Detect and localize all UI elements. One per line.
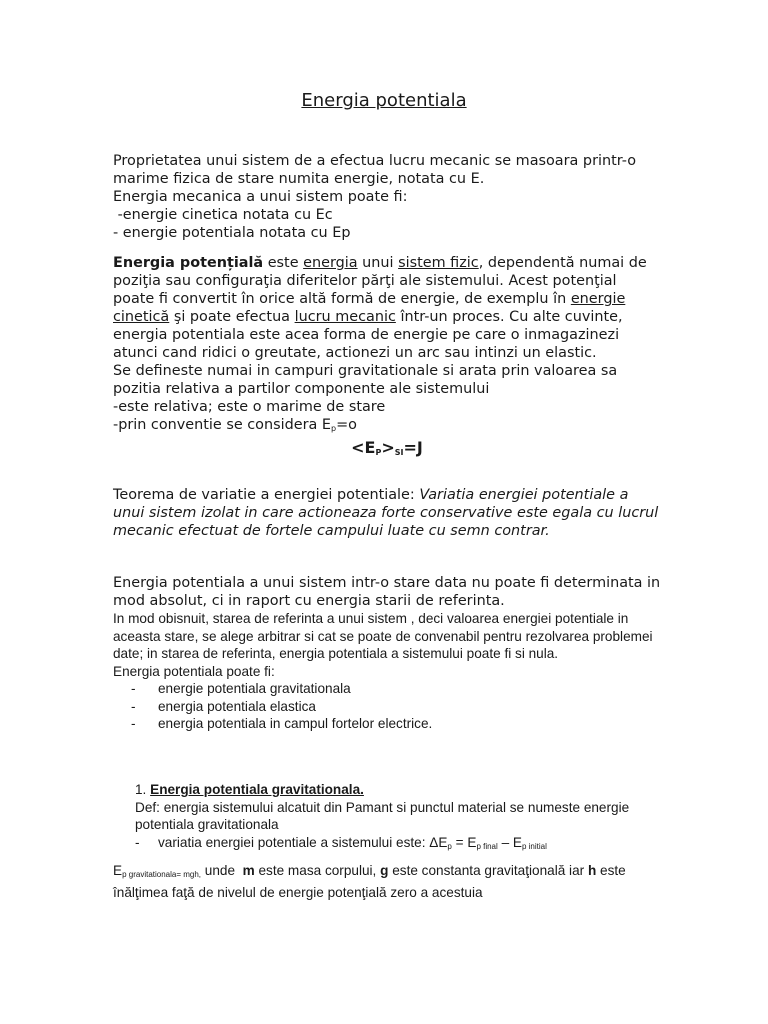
text-run: , dependentă numai de poziţia sau configuraţia diferitelor părţi ale sistemului. Acest potenţial poate fi convertit în orice altă formă de energie, de exemplu în: [113, 255, 647, 307]
intro-section: [113, 152, 661, 242]
text-run: este constanta gravitaţională iar: [388, 863, 588, 878]
section-heading-text: Energia potentiala gravitationala.: [150, 782, 364, 797]
subscript: p final: [476, 841, 498, 851]
camp-paragraph: Se defineste numai in campuri gravitationale si arata prin valoarea sa pozitia relativa a partilor componente ale sistemului: [113, 363, 618, 397]
text-run: variatia energiei potentiale a sistemului este: ΔE: [158, 834, 448, 850]
relative-line: -este relativa; este o marime de stare: [113, 399, 386, 415]
link-energie[interactable]: energia: [303, 255, 358, 271]
page-title: Energia potentiala: [301, 90, 467, 111]
list-item-text: energie potentiala gravitationala: [158, 681, 351, 696]
theorem-paragraph: [113, 486, 661, 540]
si-unit-formula: [113, 438, 661, 463]
subscript: p: [330, 424, 337, 433]
list-item: [113, 698, 661, 716]
subscript: SI: [394, 448, 404, 457]
dash-bullet: -: [135, 834, 140, 850]
reference-paragraph: Energia potentiala a unui sistem intr-o stare data nu poate fi determinata in mod absolut, ci in raport cu energia starii de referinta.: [113, 575, 661, 609]
reference-paragraph: In mod obisnuit, starea de referinta a unui sistem , deci valoarea energiei potentiale in aceasta stare, se alege arbitrar si cat se poate de convenabil pentru rezolvarea problemei date; in starea de referinta, energia potentiala a sistemului poate fi si nula.: [113, 611, 653, 661]
definition-paragraph: [113, 254, 661, 362]
list-item: [113, 680, 661, 698]
text-run: unde: [201, 863, 243, 878]
text-run: =o: [336, 417, 357, 433]
text-run: este înălţimea faţă de nivelul de energie potenţială zero a acestuia: [113, 863, 626, 900]
intro-paragraph: Proprietatea unui sistem de a efectua lucru mecanic se masoara printr-o marime fizica de stare numita energie, notata cu E.: [113, 153, 637, 187]
theorem-label: Teorema de variatie a energiei potentiale:: [113, 487, 420, 503]
formula-section: [113, 862, 653, 901]
subscript: P: [375, 448, 382, 457]
gravitational-definition: Def: energia sistemului alcatuit din Pamant si punctul material se numeste energie potentiala gravitationala: [135, 799, 630, 832]
variation-item: [135, 834, 655, 856]
convention-line: [113, 416, 661, 438]
types-intro: Energia potentiala poate fi:: [113, 663, 275, 679]
text-run: într-un proces. Cu alte cuvinte, energia potentiala este acea forma de energie pe care o inmagazinezi atunci cand ridici o greutate, actionezi un arc sau intinzi un elastic.: [113, 309, 623, 361]
text-run: şi poate efectua: [169, 309, 295, 325]
text-run: = E: [451, 834, 477, 850]
theorem-text: Variatia energiei potentiale a unui sistem izolat in care actioneaza forte conservative este egala cu lucrul mecanic efectuat de fortele campului luate cu semn contrar.: [113, 487, 659, 539]
text-run: – E: [497, 834, 522, 850]
list-item-text: energia potentiala in campul fortelor electrice.: [158, 716, 433, 731]
symbol-h: h: [587, 863, 597, 878]
list-item: [113, 715, 661, 733]
intro-list-item: - energie potentiala notata cu Ep: [113, 225, 351, 241]
text-run: este: [263, 255, 304, 271]
definition-term: Energia potențială: [113, 255, 264, 271]
text-run: >: [381, 438, 395, 457]
list-item-text: energia potentiala elastica: [158, 698, 316, 714]
gravitational-section: [135, 781, 655, 855]
section-number: 1.: [135, 782, 151, 797]
intro-list-item: -energie cinetica notata cu Ec: [113, 207, 333, 223]
dash-bullet: -: [131, 716, 136, 731]
subscript: p: [447, 841, 452, 851]
symbol-g: g: [380, 863, 389, 878]
variation-text: [158, 834, 547, 856]
intro-paragraph: Energia mecanica a unui sistem poate fi:: [113, 189, 408, 205]
text-run: <E: [351, 438, 376, 457]
link-energie-cinetica[interactable]: energie cinetică: [113, 291, 626, 325]
section-heading: [135, 781, 655, 799]
reference-section: [113, 574, 661, 733]
theorem-section: [113, 486, 661, 540]
link-sistem-fizic[interactable]: sistem fizic: [398, 255, 479, 271]
symbol-m: m: [242, 863, 255, 878]
subscript: p initial: [521, 841, 547, 851]
text-run: unui: [357, 255, 399, 271]
dash-bullet: -: [131, 681, 136, 696]
text-run: E: [113, 863, 123, 878]
subscript: p gravitationala= mgh,: [122, 870, 202, 879]
text-run: =J: [403, 438, 423, 457]
definition-section: [113, 254, 661, 463]
link-lucru-mecanic[interactable]: lucru mecanic: [294, 309, 396, 325]
formula-paragraph: [113, 862, 653, 901]
text-run: este masa corpului,: [254, 863, 381, 878]
text-run: -prin conventie se considera E: [113, 417, 331, 433]
dash-bullet: -: [131, 698, 136, 714]
